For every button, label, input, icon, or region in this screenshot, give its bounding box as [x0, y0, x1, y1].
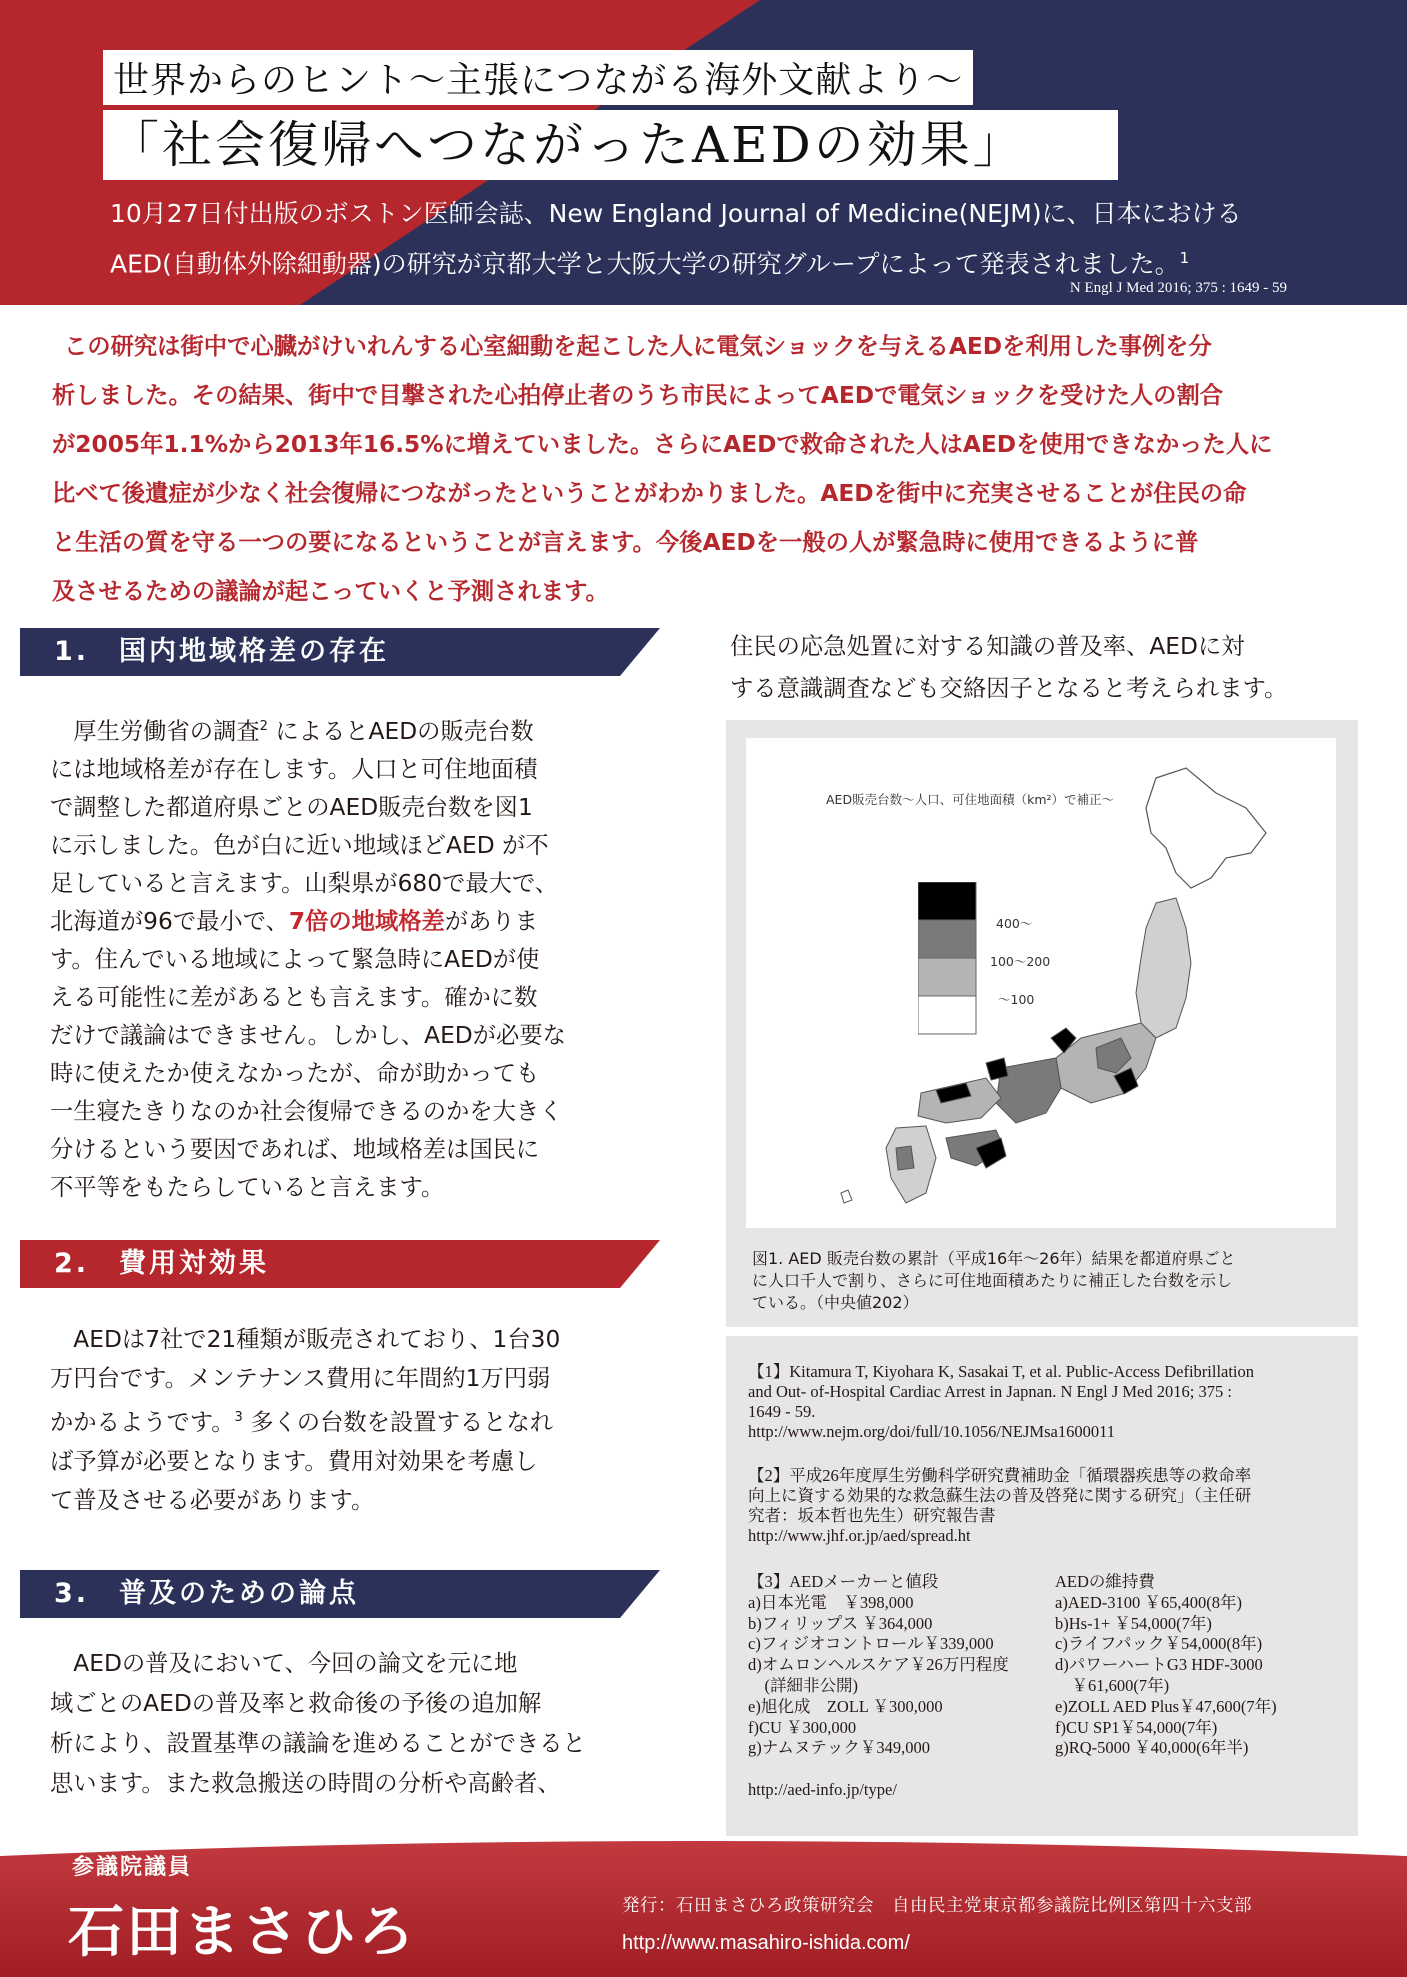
page-title: 「社会復帰へつながったAEDの効果」	[103, 110, 1118, 180]
region-fukui	[986, 1058, 1008, 1080]
footer-publisher: 発行：石田まさひろ政策研究会 自由民主党東京都参議院比例区第四十六支部	[622, 1896, 1252, 1916]
section-3-heading: 3. 普及のための論点	[20, 1570, 660, 1618]
section-2-heading: 2. 費用対効果	[20, 1240, 660, 1288]
header-kicker: 世界からのヒント〜主張につながる海外文献より〜	[103, 50, 973, 105]
figure-caption: 図1. AED 販売台数の累計（平成16年〜26年）結果を都道府県ごと に人口千人で割り、さらに可住地面積あたりに補正した台数を示し ている。（中央値202）	[752, 1249, 1236, 1312]
header-citation: N Engl J Med 2016; 375 : 1649 - 59	[1069, 280, 1287, 296]
reference-2-link[interactable]: http://www.jhf.or.jp/aed/spread.ht	[748, 1526, 971, 1545]
japan-map-figure	[746, 738, 1336, 1228]
region-hokkaido	[1146, 768, 1266, 888]
highlight-regional-gap: 7倍の地域格差	[288, 907, 445, 935]
legend-label-100: 〜100	[998, 992, 1035, 1007]
legend-label-100-200: 100〜200	[990, 954, 1051, 969]
region-okinawa	[841, 1190, 852, 1203]
reference-3-link[interactable]: http://aed-info.jp/type/	[748, 1780, 897, 1799]
reference-2: 【2】平成26年度厚生労働科学研究費補助金「循環器疾患等の救命率 向上に資する効果的な救急蘇生法の普及啓発に関する研究」（主任研 究者：坂本哲也先生）研究報告書 http://www.jhf.or.jp/aed/spread.ht	[748, 1466, 1252, 1545]
section-2-body: AEDは7社で21種類が販売されており、1台30 万円台です。メンテナンス費用に年間約1万円弱 かかるようです。$^3$ 多くの台数を設置するとなれ ば予算が必要となります。費用対効果を考慮し て普及させる必要があります。	[50, 1326, 561, 1514]
region-kyushu-mid	[896, 1146, 914, 1170]
reference-1: 【1】Kitamura T, Kiyohara K, Sasakai T, et al. Public-Access Defibrillation and Out- of-Hospital Cardiac Arrest in Japnan. N Engl J Med 2016; 375 : 1649 - 59. http://www.nejm.org/doi/full/10.1056/NEJMsa1600011	[748, 1362, 1255, 1441]
reference-3-maintenance: AEDの維持費 a)AED-3100 ￥65,400(8年) b)Hs-1+ ￥54,000(7年) c)ライフパック￥54,000(8年) d)パワーハートG3 HDF-3000 ￥61,600(7年) e)ZOLL AED Plus￥47,600(7年) f)CU SP1￥54,000(7年) g)RQ-5000 ￥40,000(6年半)	[1055, 1572, 1277, 1758]
japan-map	[746, 738, 1336, 1228]
reference-3-makers: 【3】AEDメーカーと値段 a)日本光電 ￥398,000 b)フィリップス ￥364,000 c)フィジオコントロール￥339,000 d)オムロンヘルスケア￥26万円程度 (詳細非公開) e)旭化成 ZOLL ￥300,000 f)CU ￥300,000 g)ナムヌテック￥349,000	[748, 1572, 1009, 1758]
summary-paragraph: この研究は街中で心臓がけいれんする心室細動を起こした人に電気ショックを与えるAEDを利用した事例を分 析しました。その結果、街中で目撃された心拍停止者のうち市民によってAEDで電気ショックを受けた人の割合 が2005年1.1%から2013年16.5%に増えていました。さらにAEDで救命された人はAEDを使用できなかった人に 比べて後遺症が少なく社会復帰につながったということがわかりました。AEDを街中に充実させることが住民の命 と生活の質を守る一つの要になるということが言えます。今後AEDを一般の人が緊急時に使用できるように普 及させるための議論が起こっていくと予測されます。	[52, 333, 1273, 605]
footer-role: 参議院議員	[72, 1855, 193, 1880]
section-3-body: AEDの普及において、今回の論文を元に地 域ごとのAEDの普及率と救命後の予後の追加解 析により、設置基準の議論を進めることができると 思います。また救急搬送の時間の分析や高齢者、	[50, 1650, 586, 1797]
footer-website-link[interactable]: http://www.masahiro-ishida.com/	[622, 1932, 910, 1954]
region-tohoku	[1136, 898, 1191, 1038]
section-1-heading: 1. 国内地域格差の存在	[20, 628, 660, 676]
legend-label-400: 400〜	[996, 916, 1033, 931]
footer-name-logo: 石田まさひろ	[68, 1900, 416, 1965]
section-1-body: 厚生労働省の調査$^2$ によるとAEDの販売台数 には地域格差が存在します。人口と可住地面積 で調整した都道府県ごとのAED販売台数を図1 に示しました。色が白に近い地域ほどAED が不 足していると言えます。山梨県が680で最大で、 北海道が96で最小で、7倍の地域格差がありま す。住んでいる地域によって緊急時にAEDが使 える可能性に差があるとも言えます。確かに数 だけで議論はできません。しかし、AEDが必要な 時に使えたか使えなかったが、命が助かっても 一生寝たきりなのか社会復帰できるのかを大きく 分けるという要因であれば、地域格差は国民に 不平等をもたらしていると言えます。	[50, 717, 566, 1201]
header-lead: 10月27日付出版のボストン医師会誌、New England Journal of Medicine(NEJM)に、日本における AED(自動体外除細動器)の研究が京都大学と大阪大学の研究グループによって発表されました。$^1$	[110, 199, 1242, 279]
section-3-continued: 住民の応急処置に対する知識の普及率、AEDに対 する意識調査なども交絡因子となると考えられます。	[730, 633, 1288, 702]
map-title: AED販売台数〜人口、可住地面積（km²）で補正〜	[826, 792, 1115, 807]
reference-1-link[interactable]: http://www.nejm.org/doi/full/10.1056/NEJMsa1600011	[748, 1422, 1115, 1441]
